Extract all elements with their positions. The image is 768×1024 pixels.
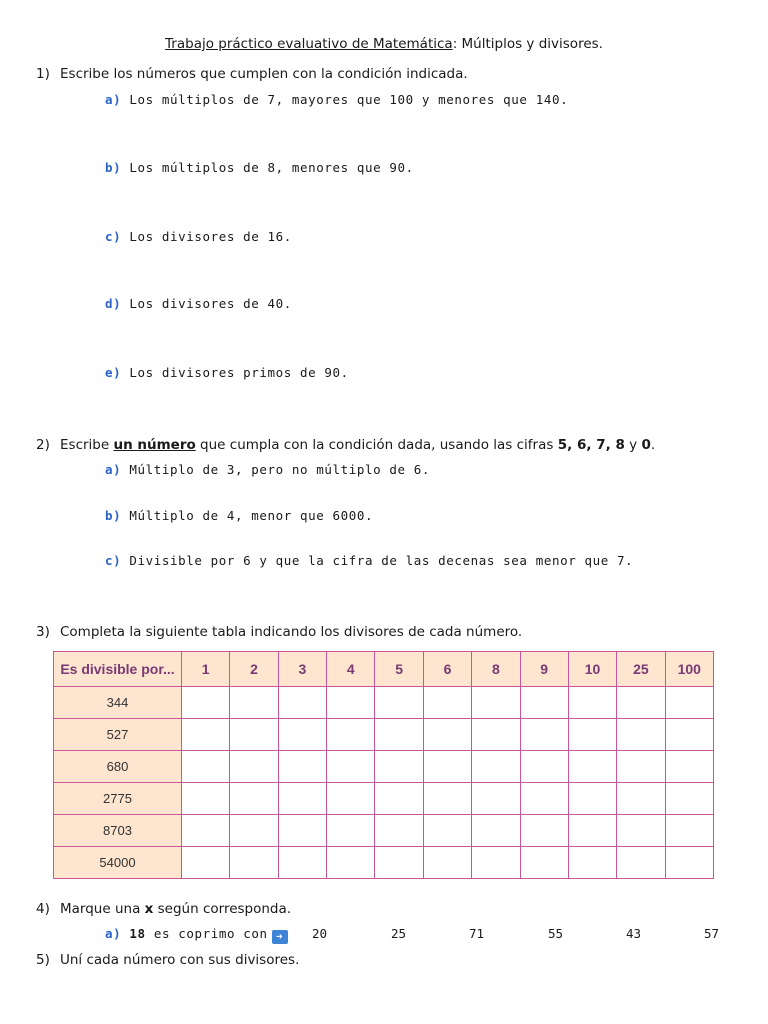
question-2-number: 2) [36,437,50,453]
answer-cell[interactable] [665,751,713,783]
question-2-text-after: que cumpla con la condición dada, usando las cifras [195,437,558,453]
question-2-item-b [105,508,373,523]
answer-cell[interactable] [520,815,568,847]
table-row [54,847,714,879]
answer-cell[interactable] [375,847,423,879]
digit: 6 [576,437,587,453]
candidate-number[interactable]: 57 [704,926,720,941]
answer-cell[interactable] [568,783,616,815]
candidate-number[interactable]: 43 [626,926,642,941]
divisor-header: 9 [520,652,568,687]
answer-cell[interactable] [423,783,471,815]
answer-cell[interactable] [568,751,616,783]
candidate-number[interactable]: 71 [469,926,485,941]
question-1-item-d [105,296,292,311]
coprime-number: 18 [129,926,146,941]
answer-cell[interactable] [665,815,713,847]
answer-cell[interactable] [327,751,375,783]
question-2-item-a [105,462,430,477]
question-5 [36,952,299,968]
answer-cell[interactable] [327,687,375,719]
answer-cell[interactable] [278,847,326,879]
table-row [54,783,714,815]
answer-cell[interactable] [182,751,230,783]
question-5-text: Uní cada número con sus divisores. [60,952,300,968]
answer-cell[interactable] [230,847,278,879]
answer-cell[interactable] [278,783,326,815]
item-letter: c) [105,229,122,244]
question-2-text-before: Escribe [60,437,114,453]
answer-cell[interactable] [472,847,520,879]
answer-cell[interactable] [568,719,616,751]
answer-cell[interactable] [230,687,278,719]
item-letter: c) [105,553,122,568]
answer-cell[interactable] [423,815,471,847]
answer-cell[interactable] [617,847,665,879]
divisor-header: 5 [375,652,423,687]
item-text: Los divisores de 40. [129,296,292,311]
divisibility-table [53,651,714,879]
answer-cell[interactable] [327,847,375,879]
question-2: 2) Escribe un número que cumpla con la condición dada, usando las cifras 5, 6, 7, 8 y 0. [36,437,656,453]
digit: 5 [557,437,568,453]
question-1-text: Escribe los números que cumplen con la condición indicada. [60,66,468,82]
question-1 [36,66,468,82]
answer-cell[interactable] [617,815,665,847]
question-4-text-before: Marque una [60,901,145,917]
item-letter: a) [105,462,122,477]
answer-cell[interactable] [520,751,568,783]
answer-cell[interactable] [520,847,568,879]
answer-cell[interactable] [617,719,665,751]
answer-cell[interactable] [230,783,278,815]
digit: 8 [615,437,625,453]
answer-cell[interactable] [182,815,230,847]
divisor-header: 1 [182,652,230,687]
divisor-header: 6 [423,652,471,687]
answer-cell[interactable] [520,783,568,815]
divisor-header: 8 [472,652,520,687]
item-letter: a) [105,926,122,941]
question-3-number: 3) [36,624,50,640]
answer-cell[interactable] [472,687,520,719]
answer-cell[interactable] [230,719,278,751]
table-row [54,687,714,719]
answer-cell[interactable] [520,719,568,751]
divisor-header: 10 [568,652,616,687]
answer-cell[interactable] [375,719,423,751]
table-header-label: Es divisible por... [54,652,182,687]
answer-cell[interactable] [278,719,326,751]
item-letter: b) [105,160,122,175]
table-row [54,751,714,783]
item-letter: b) [105,508,122,523]
question-1-number: 1) [36,66,50,82]
divisor-header: 4 [327,652,375,687]
answer-cell[interactable] [327,815,375,847]
item-text: Múltiplo de 4, menor que 6000. [129,508,374,523]
answer-cell[interactable] [472,719,520,751]
document-title [0,36,768,52]
mark-symbol: x [144,901,154,917]
question-2-emphasis: un número [113,437,196,453]
answer-cell[interactable] [423,751,471,783]
question-2-item-c [105,553,633,568]
question-1-item-e [105,365,349,380]
title-main: Trabajo práctico evaluativo de Matemática [165,36,453,52]
answer-cell[interactable] [472,815,520,847]
answer-cell[interactable] [327,719,375,751]
answer-cell[interactable] [375,815,423,847]
question-4 [36,901,291,917]
answer-cell[interactable] [520,687,568,719]
question-1-item-b [105,160,414,175]
divisor-header: 25 [617,652,665,687]
answer-cell[interactable] [423,687,471,719]
table-row [54,815,714,847]
table-row [54,719,714,751]
answer-cell[interactable] [230,751,278,783]
answer-cell[interactable] [617,751,665,783]
answer-cell[interactable] [182,783,230,815]
answer-cell[interactable] [375,783,423,815]
number-cell: 680 [54,751,182,783]
divisor-header: 2 [230,652,278,687]
item-letter: e) [105,365,122,380]
answer-cell[interactable] [568,687,616,719]
question-1-item-a [105,92,568,107]
answer-cell[interactable] [278,687,326,719]
answer-cell[interactable] [423,847,471,879]
number-cell: 54000 [54,847,182,879]
answer-cell[interactable] [182,719,230,751]
question-3 [36,624,522,640]
item-text: Los múltiplos de 8, menores que 90. [129,160,414,175]
answer-cell[interactable] [665,847,713,879]
coprime-text: es coprimo con [153,926,268,941]
answer-cell[interactable] [375,687,423,719]
divisor-header: 100 [665,652,713,687]
candidate-number[interactable]: 25 [391,926,407,941]
question-4-text-after: según corresponda. [153,901,292,917]
answer-cell[interactable] [278,751,326,783]
title-subtitle: : Múltiplos y divisores. [452,36,603,52]
answer-cell[interactable] [665,719,713,751]
question-3-text: Completa la siguiente tabla indicando los divisores de cada número. [60,624,523,640]
answer-cell[interactable] [472,751,520,783]
item-text: Divisible por 6 y que la cifra de las decenas sea menor que 7. [129,553,634,568]
arrow-right-icon: ➜ [272,930,288,944]
answer-cell[interactable] [375,751,423,783]
item-letter: d) [105,296,122,311]
number-cell: 2775 [54,783,182,815]
question-5-number: 5) [36,952,50,968]
table-header-row [54,652,714,687]
item-text: Los divisores de 16. [129,229,292,244]
answer-cell[interactable] [278,815,326,847]
number-cell: 527 [54,719,182,751]
answer-cell[interactable] [327,783,375,815]
answer-cell[interactable] [423,719,471,751]
item-text: Los divisores primos de 90. [129,365,349,380]
number-cell: 344 [54,687,182,719]
item-text: Múltiplo de 3, pero no múltiplo de 6. [129,462,431,477]
answer-cell[interactable] [182,847,230,879]
candidate-number[interactable]: 55 [548,926,564,941]
digit: 7 [596,437,606,453]
answer-cell[interactable] [665,687,713,719]
answer-cell[interactable] [617,783,665,815]
question-1-item-c [105,229,292,244]
answer-cell[interactable] [568,815,616,847]
answer-cell[interactable] [665,783,713,815]
answer-cell[interactable] [182,687,230,719]
divisor-header: 3 [278,652,326,687]
number-cell: 8703 [54,815,182,847]
question-4-number: 4) [36,901,50,917]
answer-cell[interactable] [230,815,278,847]
item-letter: a) [105,92,122,107]
answer-cell[interactable] [617,687,665,719]
item-text: Los múltiplos de 7, mayores que 100 y menores que 140. [129,92,569,107]
question-4-item-a [105,926,292,944]
answer-cell[interactable] [568,847,616,879]
digit: 0 [641,437,651,453]
candidate-number[interactable]: 20 [312,926,328,941]
answer-cell[interactable] [472,783,520,815]
